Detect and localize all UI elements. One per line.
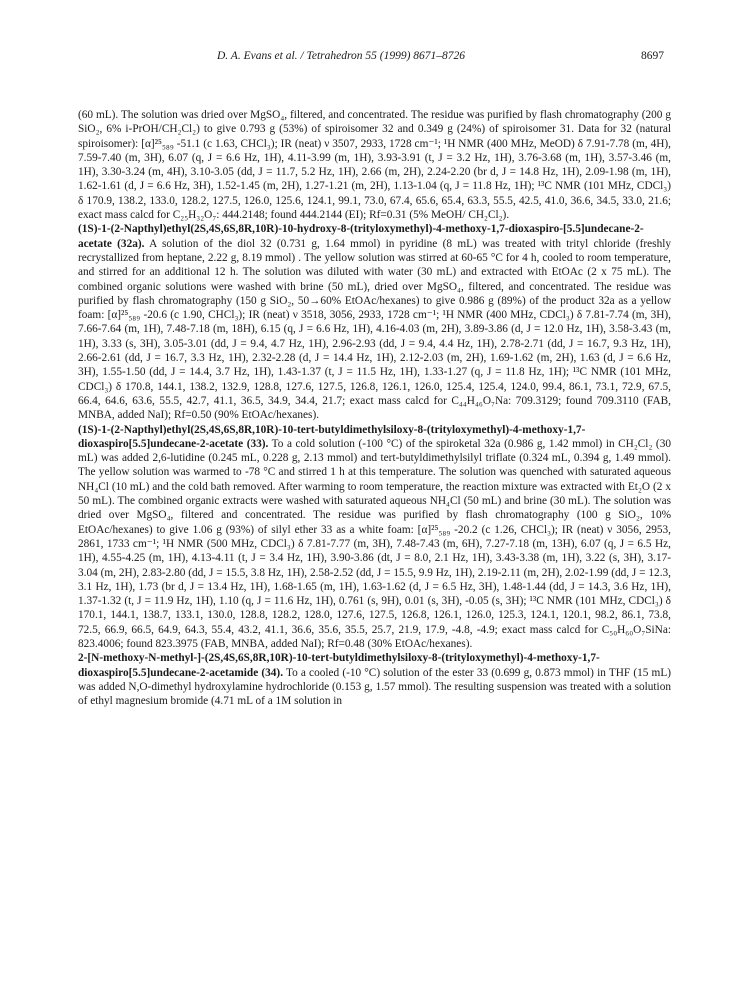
paragraph-compound-33 <box>78 423 671 652</box>
paragraph-body: To a cold solution (-100 °C) of the spiroketal 32a (0.986 g, 1.42 mmol) in CH₂Cl₂ (30 mL) was added 2,6-lutidine (0.245 mL, 0.228 g, 2.13 mmol) and tert-butyldimethylsilyl triflate (0.324 mL, 0.394 g, 1.49 mmol). The yellow solution was warmed to -78 °C and stirred 1 h at this temperature. The solution was quenched with saturated aqueous NH₄Cl (10 mL) and the cold bath removed. After warming to room temperature, the reaction mixture was extracted with Et₂O (2 x 50 mL). The combined organic extracts were washed with saturated aqueous NH₄Cl (50 mL) and brine (30 mL). The solution was dried over MgSO₄, filtered and concentrated. The residue was purified by flash chromatography (100 g SiO₂, 10% EtOAc/hexanes) to give 1.06 g (93%) of silyl ether 33 as a white foam: [α]²⁵₅₈₉ -20.2 (c 1.26, CHCl₃); IR (neat) ν 3056, 2953, 2861, 1733 cm⁻¹; ¹H NMR (500 MHz, CDCl₃) δ 7.81-7.77 (m, 3H), 7.48-7.43 (m, 6H), 7.27-7.18 (m, 13H), 6.07 (q, J = 6.5 Hz, 1H), 4.55-4.25 (m, 1H), 4.13-4.11 (t, J = 3.4 Hz, 1H), 3.90-3.86 (dt, J = 8.0, 2.1 Hz, 1H), 3.43-3.38 (m, 1H), 3.22 (s, 3H), 3.17-3.04 (m, 2H), 2.83-2.80 (dd, J = 15.5, 3.8 Hz, 1H), 2.58-2.52 (dd, J = 15.5, 9.9 Hz, 1H), 2.19-2.11 (m, 2H), 2.02-1.99 (dd, J = 12.3, 3.1 Hz, 1H), 1.73 (br d, J = 13.4 Hz, 1H), 1.68-1.65 (m, 1H), 1.63-1.62 (d, J = 6.5 Hz, 3H), 1.48-1.44 (dd, J = 14.3, 3.6 Hz, 1H), 1.37-1.32 (t, J = 11.9 Hz, 1H), 1.10 (q, J = 11.6 Hz, 1H), 0.761 (s, 9H), 0.01 (s, 3H), -0.05 (s, 3H); ¹³C NMR (101 MHz, CDCl₃) δ 170.1, 144.1, 138.7, 133.1, 130.0, 128.8, 128.2, 128.0, 127.6, 127.5, 126.8, 126.1, 126.0, 125.3, 124.1, 120.1, 98.2, 86.1, 73.8, 72.5, 66.9, 66.5, 64.9, 64.3, 55.4, 43.2, 41.1, 36.6, 35.6, 35.5, 25.7, 21.9, 17.9, -4.8, -4.9; exact mass calcd for C₅₀H₆₀O₇SiNa: 823.4006; found 823.3975 (FAB, MNBA, added NaI); Rf=0.48 (30% EtOAc/hexanes). <box>78 437 671 650</box>
paragraph-title: 2-[N-methoxy-N-methyl-]-(2S,4S,6S,8R,10R)-10-tert-butyldimethylsiloxy-8-(trityloxymethyl)-4-methoxy-1,7-dioxaspiro[5.5]undecane-2-acetamide (34). <box>78 652 600 679</box>
paragraph-title: (1S)-1-(2-Napthyl)ethyl(2S,4S,6S,8R,10R)-10-tert-butyldimethylsiloxy-8-(trityloxymethyl)-4-methoxy-1,7-dioxaspiro[5.5]undecane-2-acetate (33). <box>78 423 586 450</box>
paragraph-continuation <box>78 108 671 222</box>
paragraph-body: A solution of the diol 32 (0.731 g, 1.64 mmol) in pyridine (8 mL) was treated with trityl chloride (freshly recrystallized from heptane, 2.22 g, 8.19 mmol) . The yellow solution was stirred at 60-65 °C for 4 h, cooled to room temperature, and stirred for an additional 12 h. The solution was diluted with water (30 mL) and extracted with EtOAc (2 x 75 mL). The combined organic solutions were washed with brine (50 mL), dried over MgSO₄, filtered, and concentrated. The residue was purified by flash chromatography (150 g SiO₂, 50→60% EtOAc/hexanes) to give 0.986 g (89%) of the product 32a as a yellow foam: [α]²⁵₅₈₉ -20.6 (c 1.90, CHCl₃); IR (neat) ν 3518, 3056, 2933, 1728 cm⁻¹; ¹H NMR (400 MHz, CDCl₃) δ 7.81-7.74 (m, 3H), 7.66-7.64 (m, 1H), 7.48-7.18 (m, 18H), 6.15 (q, J = 6.6 Hz, 1H), 4.16-4.03 (m, 2H), 3.89-3.86 (d, J = 12.0 Hz, 1H), 3.58-3.43 (m, 1H), 3.33 (s, 3H), 3.05-3.01 (dd, J = 9.4, 4.7 Hz, 1H), 2.96-2.93 (dd, J = 9.4, 4.4 Hz, 1H), 2.78-2.71 (dd, J = 16.7, 9.3 Hz, 1H), 2.66-2.61 (dd, J = 16.7, 3.3 Hz, 1H), 2.32-2.28 (d, J = 14.4 Hz, 1H), 2.12-2.03 (m, 2H), 1.69-1.62 (m, 2H), 1.63 (d, J = 6.6 Hz, 3H), 1.55-1.50 (dd, J = 14.4, 3.7 Hz, 1H), 1.43-1.37 (t, J = 11.5 Hz, 1H), 1.33-1.27 (q, J = 11.8 Hz, 1H); ¹³C NMR (101 MHz, CDCl₃) δ 170.8, 144.1, 138.2, 132.9, 128.8, 127.6, 127.5, 126.8, 126.1, 126.0, 125.4, 125.4, 124.0, 99.4, 86.1, 73.1, 72.9, 67.5, 66.4, 64.6, 63.6, 55.5, 42.7, 41.1, 36.5, 34.9, 34.4, 21.7; exact mass calcd for C₄₄H₄₆O₇Na: 709.3129; found 709.3110 (FAB, MNBA, added NaI); Rf=0.50 (90% EtOAc/hexanes). <box>78 237 671 422</box>
paragraph-body: To a cooled (-10 °C) solution of the ester 33 (0.699 g, 0.873 mmol) in THF (15 mL) was added N,O-dimethyl hydroxylamine hydrochloride (0.153 g, 1.57 mmol). The resulting suspension was treated with a solution of ethyl magnesium bromide (4.71 mL of a 1M solution in <box>78 666 671 708</box>
running-header <box>78 42 664 62</box>
page-number: 8697 <box>641 50 664 62</box>
paragraph-body: (60 mL). The solution was dried over MgSO₄, filtered, and concentrated. The residue was purified by flash chromatography (200 g SiO₂, 6% i-PrOH/CH₂Cl₂) to give 0.793 g (53%) of spiroisomer 32 and 0.349 g (24%) of spiroisomer 31. Data for 32 (natural spiroisomer): [α]²⁵₅₈₉ -51.1 (c 1.63, CHCl₃); IR (neat) ν 3507, 2933, 1728 cm⁻¹; ¹H NMR (400 MHz, MeOD) δ 7.91-7.78 (m, 4H), 7.59-7.40 (m, 3H), 6.07 (q, J = 6.6 Hz, 1H), 4.11-3.99 (m, 1H), 3.93-3.91 (t, J = 3.2 Hz, 1H), 3.76-3.68 (m, 1H), 3.57-3.46 (m, 1H), 3.30-3.24 (m, 4H), 3.10-3.05 (dd, J = 11.7, 5.2 Hz, 1H), 2.66 (m, 2H), 2.24-2.20 (br d, J = 14.8 Hz, 1H), 2.09-1.98 (m, 1H), 1.62-1.61 (d, J = 6.6 Hz, 3H), 1.52-1.45 (m, 2H), 1.27-1.21 (m, 2H), 1.13-1.04 (q, J = 11.8 Hz, 1H); ¹³C NMR (101 MHz, CDCl₃) δ 170.9, 138.2, 133.0, 128.2, 127.5, 126.0, 125.6, 124.1, 99.1, 73.0, 67.4, 65.6, 65.4, 63.3, 55.5, 42.5, 41.0, 36.6, 34.5, 33.0, 21.6; exact mass calcd for C₂₅H₃₂O₇: 444.2148; found 444.2144 (EI); Rf=0.31 (5% MeOH/ CH₂Cl₂). <box>78 109 671 222</box>
experimental-text <box>78 108 671 708</box>
paragraph-compound-32a <box>78 222 671 422</box>
paragraph-title: (1S)-1-(2-Napthyl)ethyl(2S,4S,6S,8R,10R)-10-hydroxy-8-(trityloxymethyl)-4-methoxy-1,7-dioxaspiro-[5.5]undecane-2-acetate (32a). <box>78 223 644 250</box>
running-head: D. A. Evans et al. / Tetrahedron 55 (1999) 8671–8726 <box>216 50 466 62</box>
paragraph-compound-34 <box>78 651 671 708</box>
